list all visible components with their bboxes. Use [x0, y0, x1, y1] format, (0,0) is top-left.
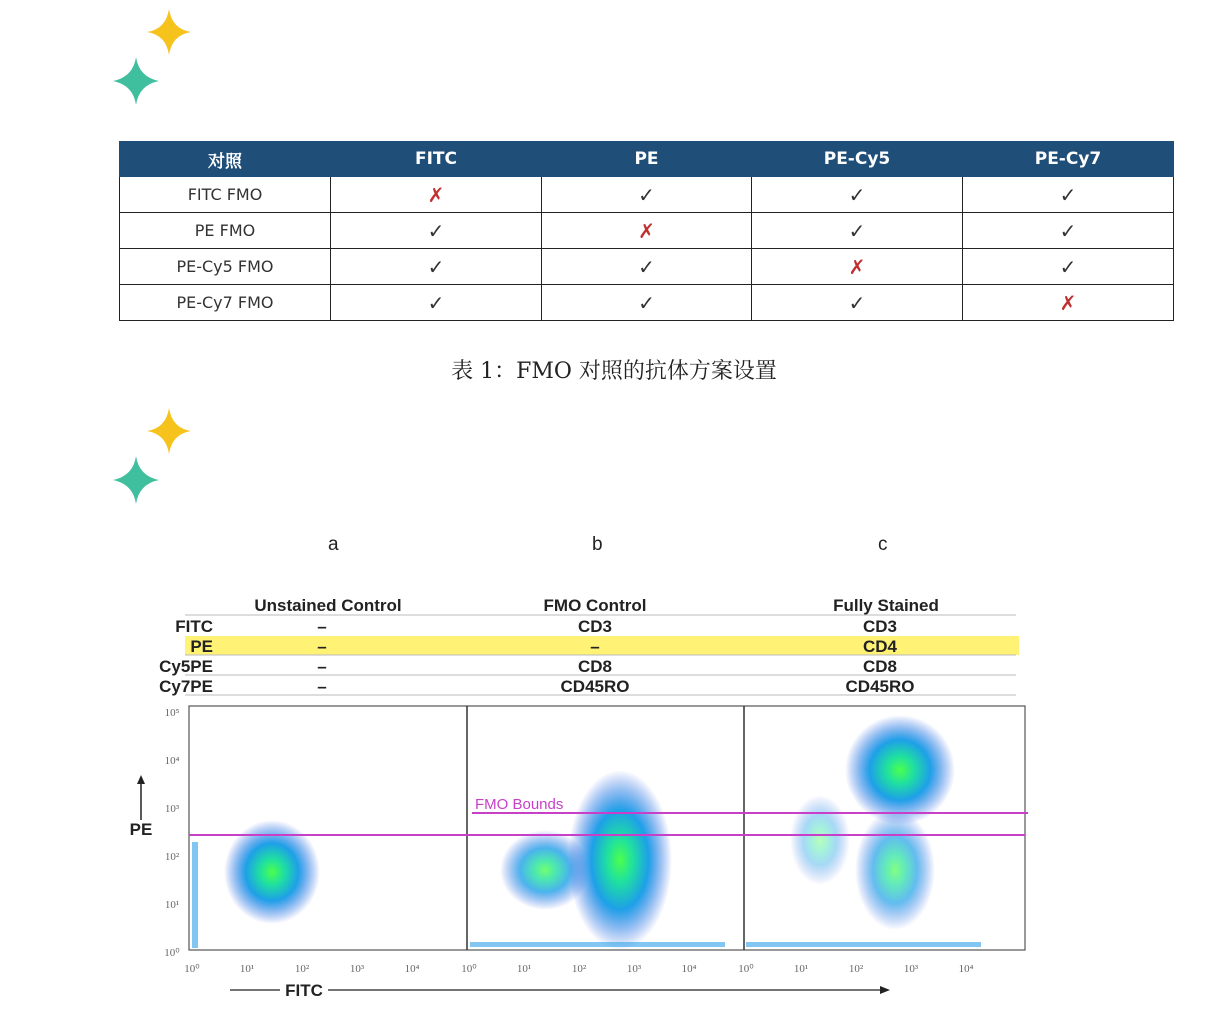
sparkle-decoration-middle: [105, 404, 205, 504]
table-cell: [331, 249, 542, 285]
y-tick-label: 10⁵: [164, 707, 180, 719]
check-mark-icon: ✓: [1059, 254, 1077, 279]
channel-label: PE: [190, 637, 213, 656]
y-tick-label: 10¹: [164, 899, 180, 911]
check-mark-icon: ✓: [427, 290, 445, 315]
y-tick-label: 10³: [164, 803, 180, 815]
table-cell: [331, 177, 542, 213]
table-cell: [752, 177, 963, 213]
x-tick-label: 10²: [848, 963, 864, 975]
x-tick-label: 10⁴: [958, 963, 974, 975]
x-tick-label: 10¹: [516, 963, 532, 975]
table-body: [120, 177, 1174, 321]
table-cell: [963, 285, 1174, 321]
table-cell: [542, 213, 752, 249]
channel-value: –: [317, 677, 327, 696]
check-mark-icon: ✓: [638, 182, 655, 207]
panel-label-c: c: [878, 534, 888, 555]
channel-value: CD8: [577, 657, 613, 676]
channel-value: CD45RO: [560, 677, 630, 696]
y-axis-label: PE: [129, 820, 153, 839]
y-tick-label: 10⁰: [164, 947, 180, 959]
row-label: PE-Cy5 FMO: [120, 249, 331, 285]
header-pe-cy5: PE-Cy5: [752, 142, 963, 177]
channel-label: Cy5PE: [159, 657, 213, 676]
check-mark-icon: ✓: [848, 290, 866, 315]
scatter-population-c: [746, 715, 981, 947]
channel-value: CD4: [862, 637, 898, 656]
table-row: [120, 213, 1174, 249]
x-tick-label: 10²: [571, 963, 587, 975]
table-row: [120, 177, 1174, 213]
table-cell: [542, 285, 752, 321]
header-pe: PE: [542, 142, 752, 177]
x-tick-label: 10³: [903, 963, 919, 975]
col-header-fmo: FMO Control: [543, 596, 647, 615]
table-cell: [331, 213, 542, 249]
table-row: [120, 249, 1174, 285]
table-header-row: [120, 142, 1174, 177]
x-mark-icon: ✗: [427, 182, 445, 207]
check-mark-icon: ✓: [638, 290, 655, 315]
col-header-unstained: Unstained Control: [254, 596, 402, 615]
fmo-table: [119, 141, 1174, 321]
channel-value: –: [317, 637, 327, 656]
x-tick-label: 10³: [626, 963, 642, 975]
channel-value: CD8: [862, 657, 898, 676]
channel-value: –: [317, 617, 327, 636]
x-tick-label: 10²: [294, 963, 310, 975]
flow-cytometry-figure: [0, 580, 1228, 1018]
table-cell: [752, 249, 963, 285]
x-tick-label: 10⁴: [404, 963, 420, 975]
channel-value: –: [317, 657, 327, 676]
header-fitc: FITC: [331, 142, 542, 177]
fmo-bounds-label: FMO Bounds: [475, 796, 564, 813]
x-tick-label: 10³: [349, 963, 365, 975]
x-mark-icon: ✗: [848, 254, 866, 279]
y-tick-label: 10⁴: [164, 755, 180, 767]
table-cell: [963, 249, 1174, 285]
check-mark-icon: ✓: [848, 218, 866, 243]
table-caption: 表 1：FMO 对照的抗体方案设置: [451, 359, 777, 384]
yellow-star-icon: [147, 9, 191, 55]
table-cell: [963, 213, 1174, 249]
panel-label-a: a: [328, 534, 339, 555]
x-tick-label: 10⁰: [738, 963, 754, 975]
teal-star-icon: [113, 456, 159, 504]
channel-value: CD3: [862, 617, 898, 636]
x-tick-label: 10¹: [793, 963, 809, 975]
x-tick-label: 10¹: [239, 963, 255, 975]
table-row: [120, 285, 1174, 321]
y-tick-label: 10²: [164, 851, 180, 863]
channel-label: Cy7PE: [159, 677, 213, 696]
header-pe-cy7: PE-Cy7: [963, 142, 1174, 177]
scatter-population-a: [192, 820, 320, 948]
panel-label-b: b: [592, 534, 603, 555]
x-tick-label: 10⁰: [461, 963, 477, 975]
check-mark-icon: ✓: [427, 218, 445, 243]
channel-value: –: [590, 637, 600, 656]
x-mark-icon: ✗: [1059, 290, 1077, 315]
channel-value: CD45RO: [845, 677, 915, 696]
teal-star-icon: [113, 57, 159, 105]
table-cell: [331, 285, 542, 321]
table-cell: [963, 177, 1174, 213]
row-label: PE FMO: [120, 213, 331, 249]
channel-rows: [159, 617, 914, 696]
channel-value: CD3: [577, 617, 613, 636]
col-header-fully-stained: Fully Stained: [833, 596, 939, 615]
check-mark-icon: ✓: [427, 254, 445, 279]
check-mark-icon: ✓: [1059, 218, 1077, 243]
table-cell: [752, 213, 963, 249]
yellow-star-icon: [147, 408, 191, 454]
channel-label: FITC: [175, 617, 213, 636]
x-axis-label: FITC: [285, 981, 323, 1000]
header-control: 对照: [120, 142, 331, 177]
row-label: FITC FMO: [120, 177, 331, 213]
check-mark-icon: ✓: [1059, 182, 1077, 207]
check-mark-icon: ✓: [638, 254, 655, 279]
table-cell: [542, 177, 752, 213]
sparkle-decoration-top: [105, 5, 205, 105]
x-tick-label: 10⁰: [184, 963, 200, 975]
x-tick-label: 10⁴: [681, 963, 697, 975]
x-mark-icon: ✗: [638, 218, 655, 243]
row-label: PE-Cy7 FMO: [120, 285, 331, 321]
table-cell: [542, 249, 752, 285]
table-cell: [752, 285, 963, 321]
check-mark-icon: ✓: [848, 182, 866, 207]
